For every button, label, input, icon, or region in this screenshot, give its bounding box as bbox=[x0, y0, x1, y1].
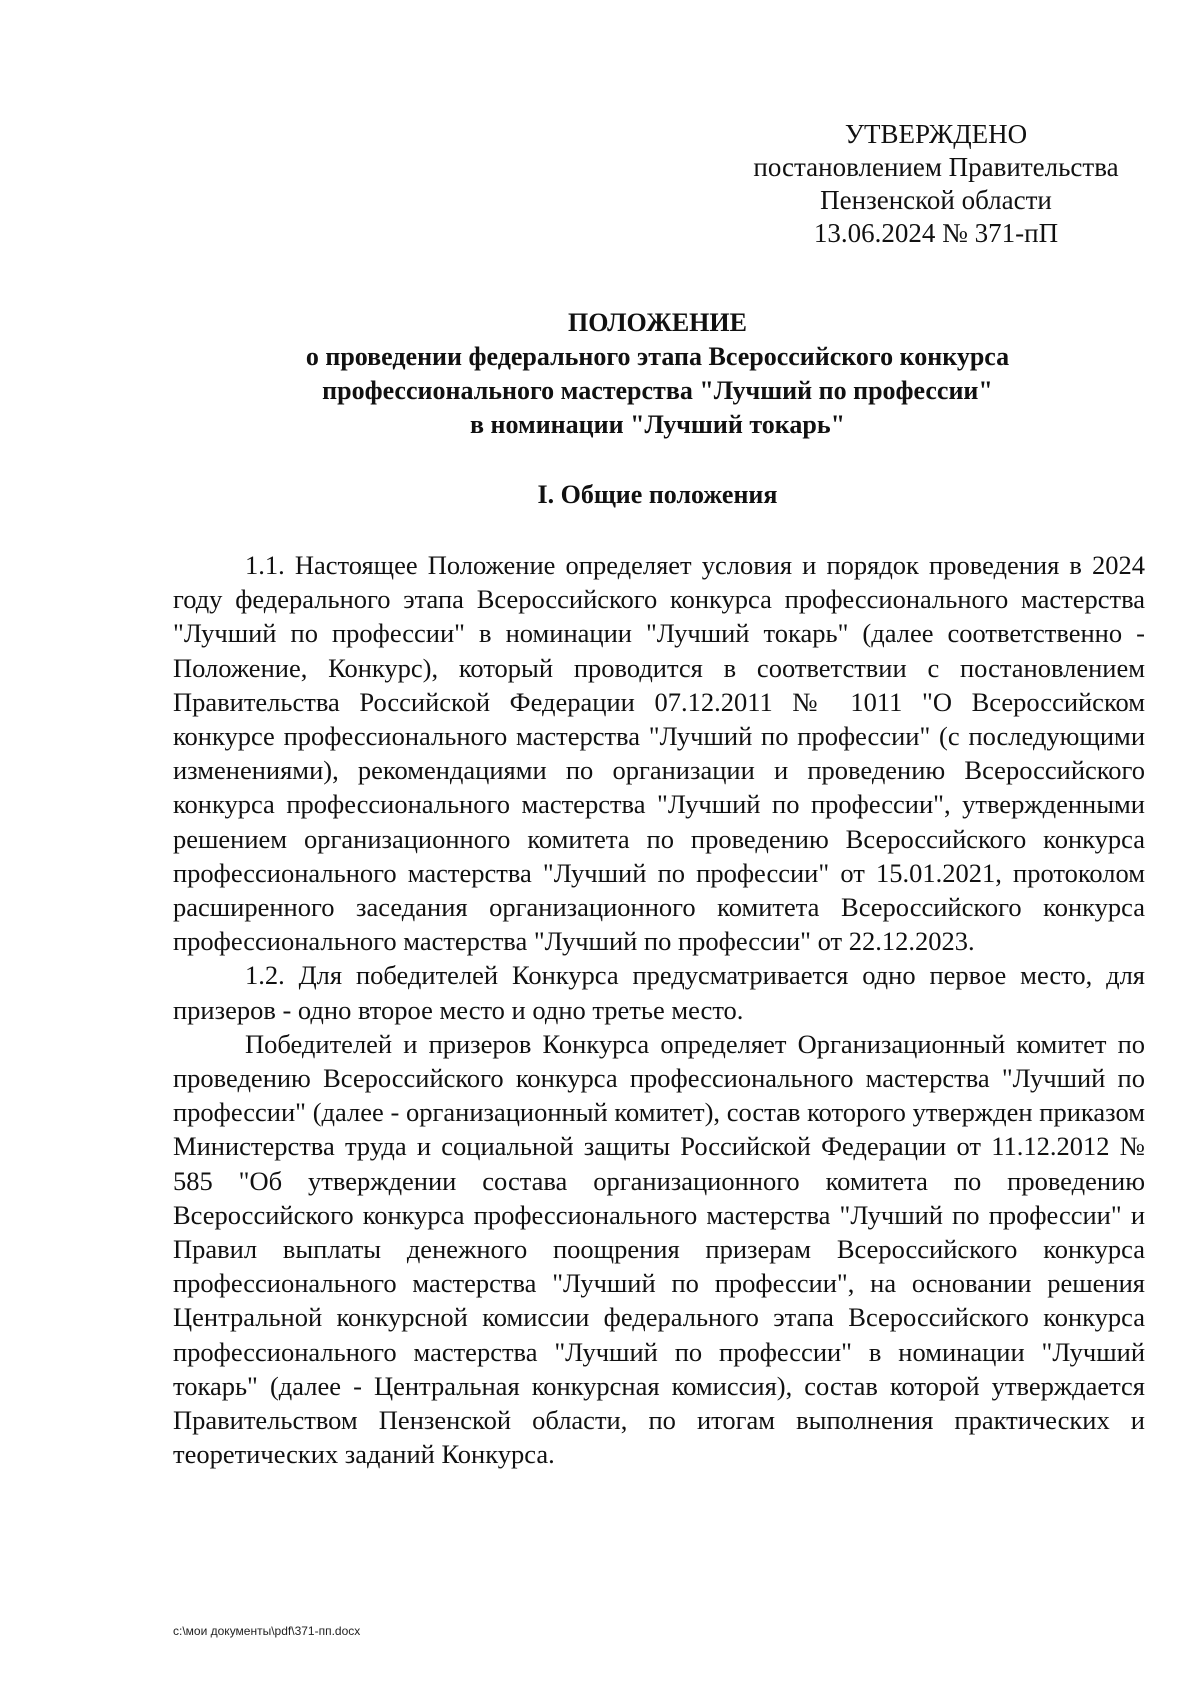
approval-line: постановлением Правительства bbox=[753, 152, 1119, 182]
approval-line: УТВЕРЖДЕНО bbox=[844, 119, 1028, 149]
title-line: в номинации "Лучший токарь" bbox=[469, 410, 846, 439]
document-title bbox=[170, 306, 1145, 442]
paragraph: Победителей и призеров Конкурса определяет Организационный комитет по проведению Всероссийского конкурса профессионального мастерства "Лучший по профессии" (далее - организационный комитет), состав которого утвержден приказом Министерства труда и социальной защиты Российской Федерации от 11.12.2012 № 585 "Об утверждении состава организационного комитета по проведению Всероссийского конкурса профессионального мастерства "Лучший по профессии" и Правил выплаты денежного поощрения призерам Всероссийского конкурса профессионального мастерства "Лучший по профессии", на основании решения Центральной конкурсной комиссии федерального этапа Всероссийского конкурса профессионального мастерства "Лучший по профессии" в номинации "Лучший токарь" (далее - Центральная конкурсная комиссия), состав которой утверждается Правительством Пензенской области, по итогам выполнения практических и теоретических заданий Конкурса. bbox=[173, 1028, 1145, 1470]
section-heading: I. Общие положения bbox=[537, 480, 778, 509]
title-line: профессионального мастерства "Лучший по профессии" bbox=[322, 376, 993, 405]
footer-file-path: c:\мои документы\pdf\371-пп.docx bbox=[173, 1624, 361, 1638]
paragraph: 1.1. Настоящее Положение определяет условия и порядок проведения в 2024 году федерального этапа Всероссийского конкурса профессионального мастерства "Лучший по профессии" в номинации "Лучший токарь" (далее соответственно - Положение, Конкурс), который проводится в соответствии с постановлением Правительства Российской Федерации 07.12.2011 № 1011 "О Всероссийском конкурсе профессионального мастерства "Лучший по профессии" (с последующими изменениями), рекомендациями по организации и проведению Всероссийского конкурса профессионального мастерства "Лучший по профессии", утвержденными решением организационного комитета по проведению Всероссийского конкурса профессионального мастерства "Лучший по профессии" от 15.01.2021, протоколом расширенного заседания организационного комитета Всероссийского конкурса профессионального мастерства "Лучший по профессии" от 22.12.2023. bbox=[173, 550, 1145, 957]
paragraph: 1.2. Для победителей Конкурса предусматривается одно первое место, для призеров - одно второе место и одно третье место. bbox=[173, 960, 1145, 1025]
title-line: ПОЛОЖЕНИЕ bbox=[568, 308, 747, 337]
title-line: о проведении федерального этапа Всероссийского конкурса bbox=[305, 342, 1010, 371]
approval-date-number: 13.06.2024 № 371-пП bbox=[813, 218, 1059, 248]
section-body bbox=[173, 548, 1145, 1471]
approval-line: Пензенской области bbox=[820, 185, 1052, 215]
approval-stamp bbox=[740, 118, 1132, 250]
